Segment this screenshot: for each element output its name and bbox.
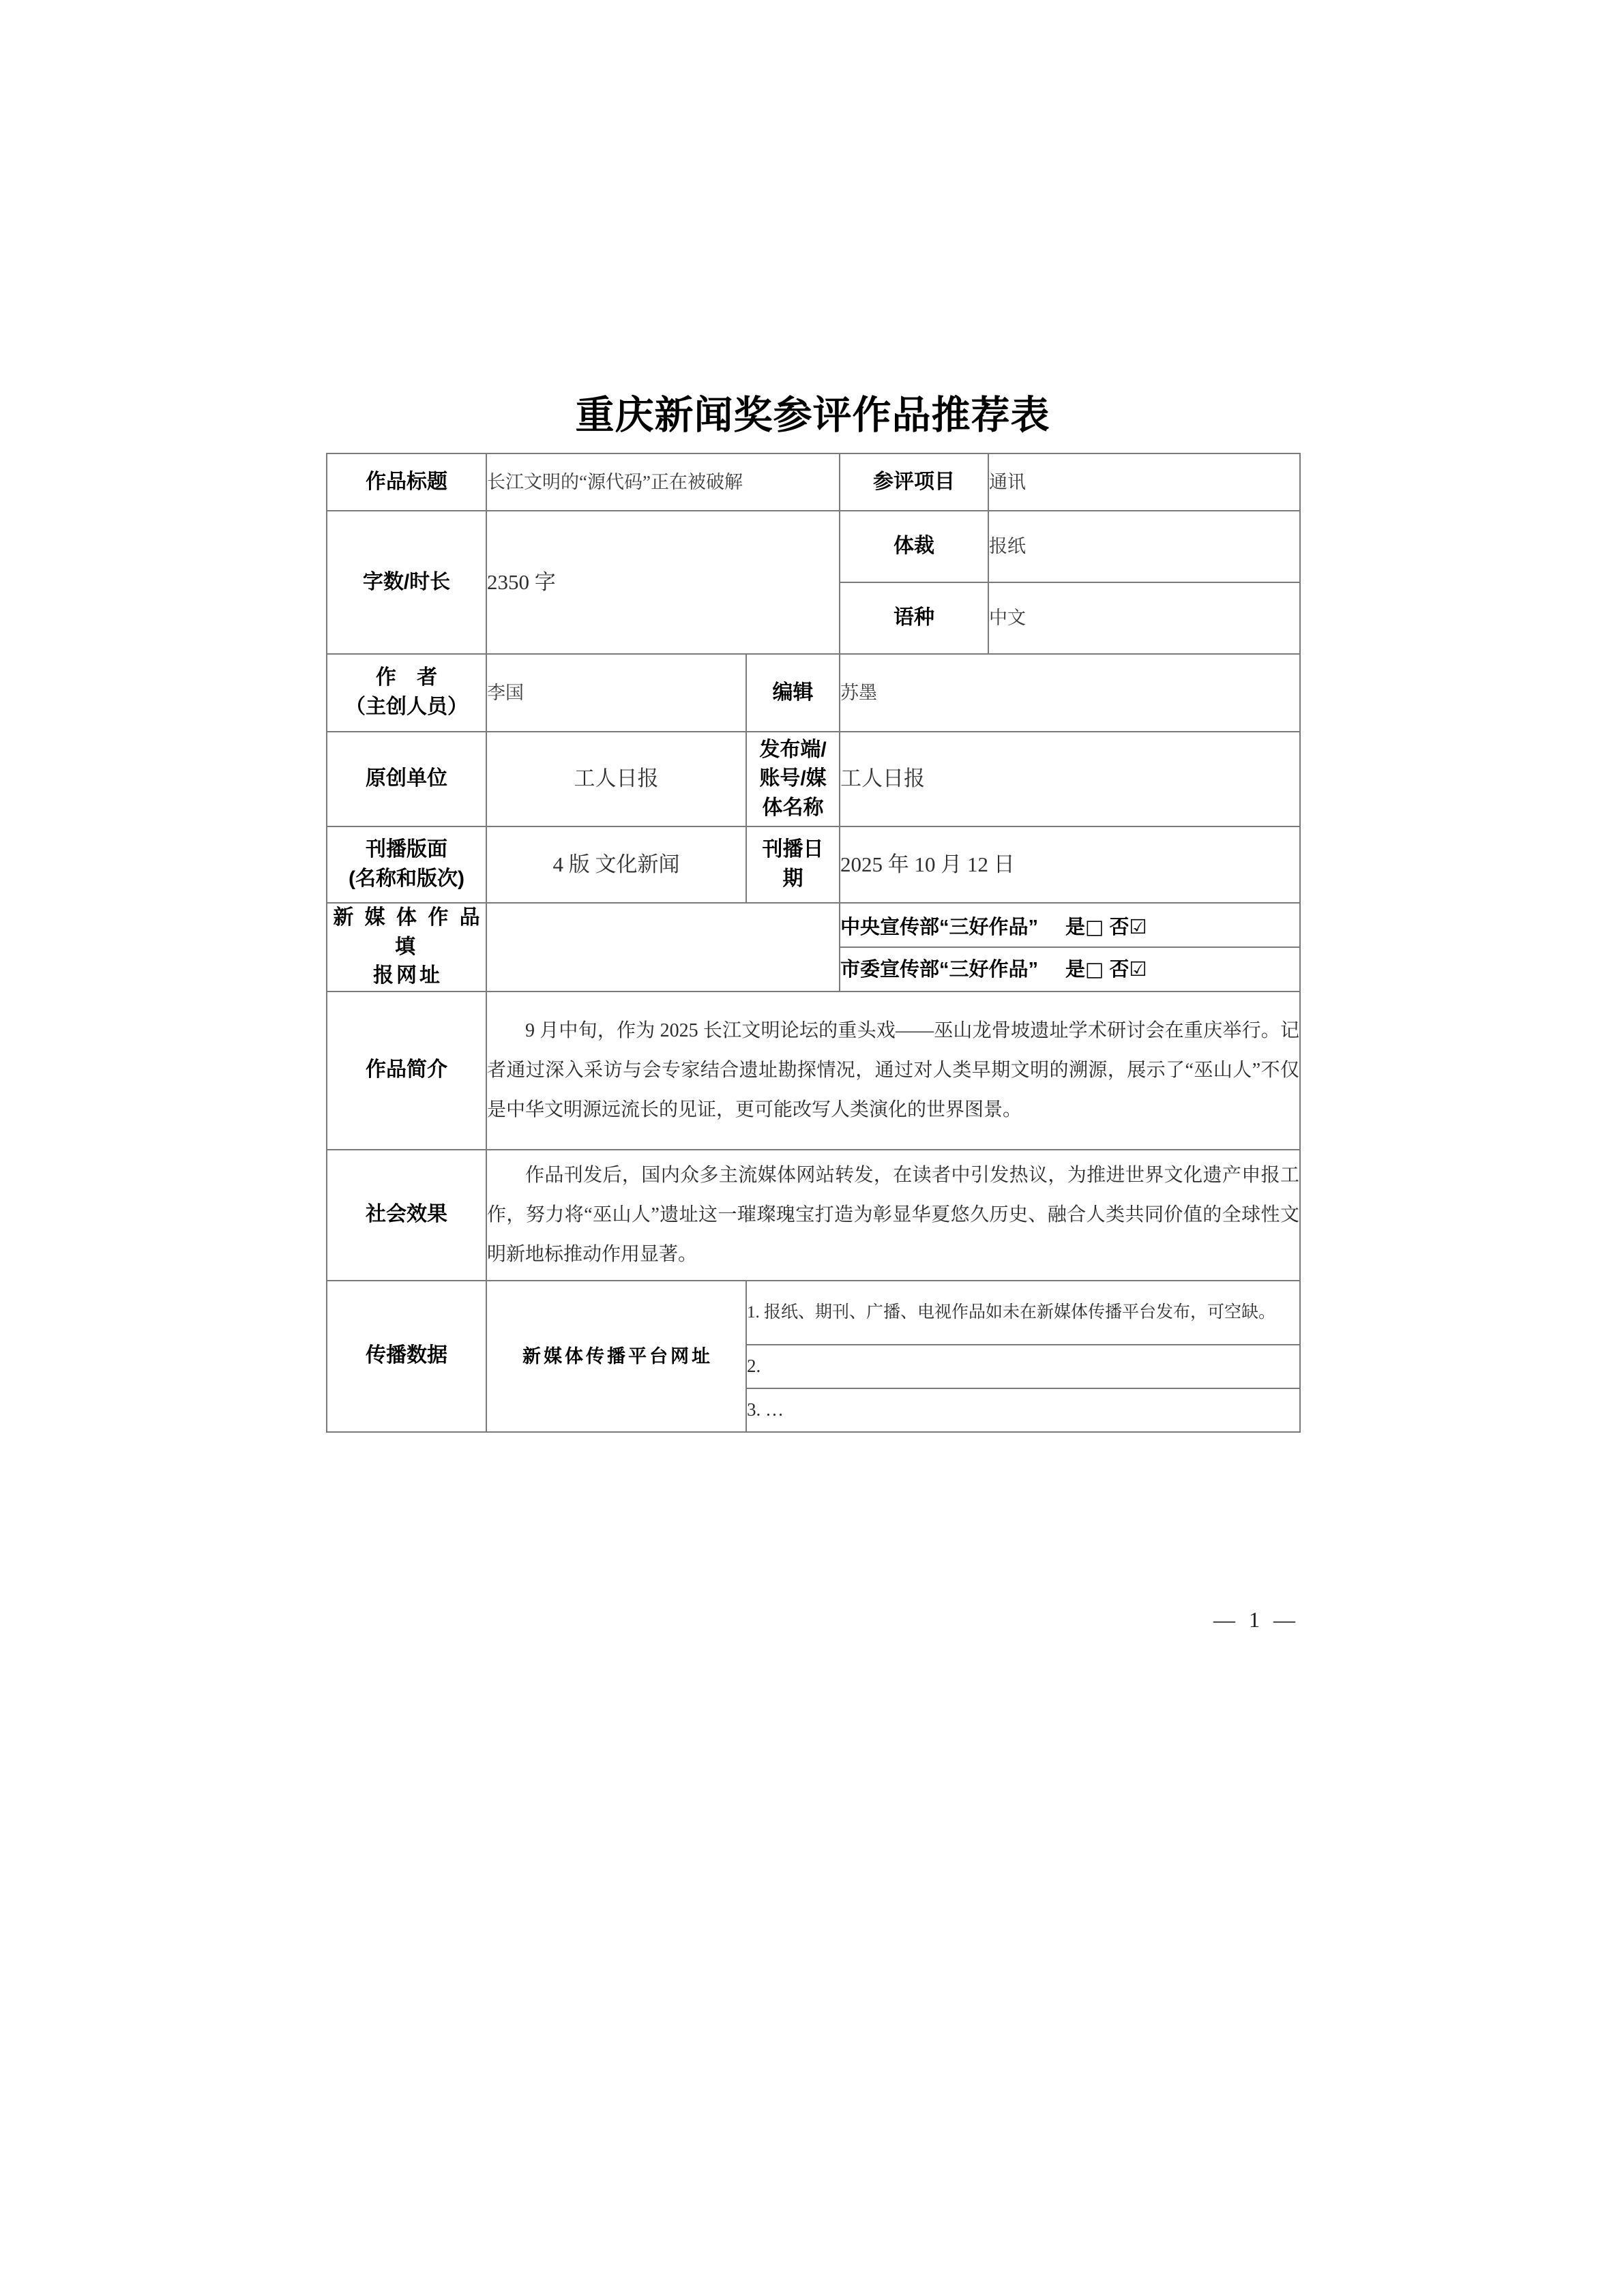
checkbox-municipal-label: 市委宣传部“三好作品” [840, 959, 1039, 981]
table-row-edition [327, 826, 1300, 903]
label-edition [327, 826, 486, 903]
dissemination-note-3[interactable]: 3. … [747, 1388, 1299, 1431]
label-edition-line1: 刊播版面 [366, 838, 447, 861]
table-row-origin-unit [327, 732, 1300, 826]
table-row-length [327, 511, 1300, 582]
label-publish-date-line2: 期 [782, 867, 803, 890]
value-category: 通讯 [988, 453, 1300, 511]
value-publish-channel: 工人日报 [840, 732, 1300, 826]
label-publish-channel-line3: 体名称 [762, 796, 824, 819]
label-publish-date-line1: 刊播日 [762, 838, 824, 861]
checkbox-central-yes-label: 是 [1065, 916, 1086, 939]
checkbox-central-label: 中央宣传部“三好作品” [840, 916, 1039, 939]
dissemination-notes [747, 1281, 1299, 1431]
label-social-effect: 社会效果 [327, 1150, 486, 1281]
label-author-line2: （主创人员） [345, 696, 468, 718]
checkbox-group [840, 906, 1299, 989]
value-summary: 9 月中旬，作为 2025 长江文明论坛的重头戏——巫山龙骨坡遗址学术研讨会在重庆举行。记者通过深入采访与会专家结合遗址勘探情况，通过对人类早期文明的溯源，展示了“巫山人”不仅是中华文明源远流长的见证，更可能改写人类演化的世界图景。 [486, 992, 1300, 1150]
label-origin-unit: 原创单位 [327, 732, 486, 826]
dissemination-note-row-1 [747, 1281, 1299, 1345]
value-language: 中文 [988, 582, 1300, 654]
dissemination-note-2[interactable]: 2. [747, 1345, 1299, 1388]
label-work-title: 作品标题 [327, 453, 486, 511]
value-editor: 苏墨 [840, 654, 1300, 732]
value-newmedia-url[interactable] [486, 903, 840, 992]
table-row-work-title [327, 453, 1300, 511]
checkbox-row-central [840, 906, 1299, 947]
value-author: 李国 [486, 654, 746, 732]
label-publish-channel-line2: 账号/媒 [759, 767, 827, 790]
table-row-social-effect [327, 1150, 1300, 1281]
value-social-effect: 作品刊发后，国内众多主流媒体网站转发，在读者中引发热议，为推进世界文化遗产申报工作，努力将“巫山人”遗址这一璀璨瑰宝打造为彰显华夏悠久历史、融合人类共同价值的全球性文明新地标推动作用显著。 [486, 1150, 1300, 1281]
dissemination-note-row-3 [747, 1388, 1299, 1431]
dissemination-note-1: 1. 报纸、期刊、广播、电视作品如未在新媒体传播平台发布，可空缺。 [747, 1281, 1299, 1345]
label-summary: 作品简介 [327, 992, 486, 1150]
dissemination-notes-cell [746, 1281, 1300, 1432]
value-edition: 4 版 文化新闻 [486, 826, 746, 903]
value-length: 2350 字 [486, 511, 840, 654]
checkbox-central-no-label: 否 [1109, 916, 1130, 939]
recommendation-form-table [326, 453, 1301, 1433]
value-work-title: 长江文明的“源代码”正在被破解 [486, 453, 840, 511]
checkbox-row-municipal [840, 947, 1299, 989]
page-footer: — 1 — [1213, 1607, 1299, 1632]
table-row-summary [327, 992, 1300, 1150]
value-publish-date: 2025 年 10 月 12 日 [840, 826, 1300, 903]
label-genre: 体裁 [840, 511, 988, 582]
table-row-author [327, 654, 1300, 732]
label-author [327, 654, 486, 732]
checkbox-central-yes-box[interactable]: □ [1085, 915, 1104, 939]
checkbox-central-no-box[interactable]: ☑ [1129, 915, 1147, 939]
label-editor: 编辑 [746, 654, 840, 732]
table-row-dissemination [327, 1281, 1300, 1432]
label-dissemination-sub: 新媒体传播平台网址 [486, 1281, 746, 1432]
label-length: 字数/时长 [327, 511, 486, 654]
value-origin-unit: 工人日报 [486, 732, 746, 826]
label-language: 语种 [840, 582, 988, 654]
checkbox-municipal-no-label: 否 [1109, 959, 1130, 981]
label-dissemination: 传播数据 [327, 1281, 486, 1432]
label-newmedia-url-line1: 新 媒 体 作 品 填 [333, 906, 483, 958]
table-row-newmedia-url [327, 903, 1300, 992]
label-publish-date [746, 826, 840, 903]
dissemination-note-row-2 [747, 1345, 1299, 1388]
checkbox-municipal-no-box[interactable]: ☑ [1129, 957, 1147, 981]
label-newmedia-url-line2: 报网址 [373, 964, 443, 987]
checkbox-central-propaganda[interactable] [840, 906, 1299, 947]
label-category: 参评项目 [840, 453, 988, 511]
value-genre: 报纸 [988, 511, 1300, 582]
page-title: 重庆新闻奖参评作品推荐表 [575, 393, 1050, 437]
checkbox-municipal-propaganda[interactable] [840, 947, 1299, 989]
checkbox-municipal-yes-label: 是 [1065, 959, 1086, 981]
label-publish-channel [746, 732, 840, 826]
checkbox-group-cell [840, 903, 1300, 992]
label-publish-channel-line1: 发布端/ [759, 738, 827, 761]
checkbox-municipal-yes-box[interactable]: □ [1085, 957, 1104, 981]
label-author-line1: 作 者 [375, 666, 445, 689]
label-edition-line2: (名称和版次) [349, 867, 464, 890]
label-newmedia-url [327, 903, 486, 992]
